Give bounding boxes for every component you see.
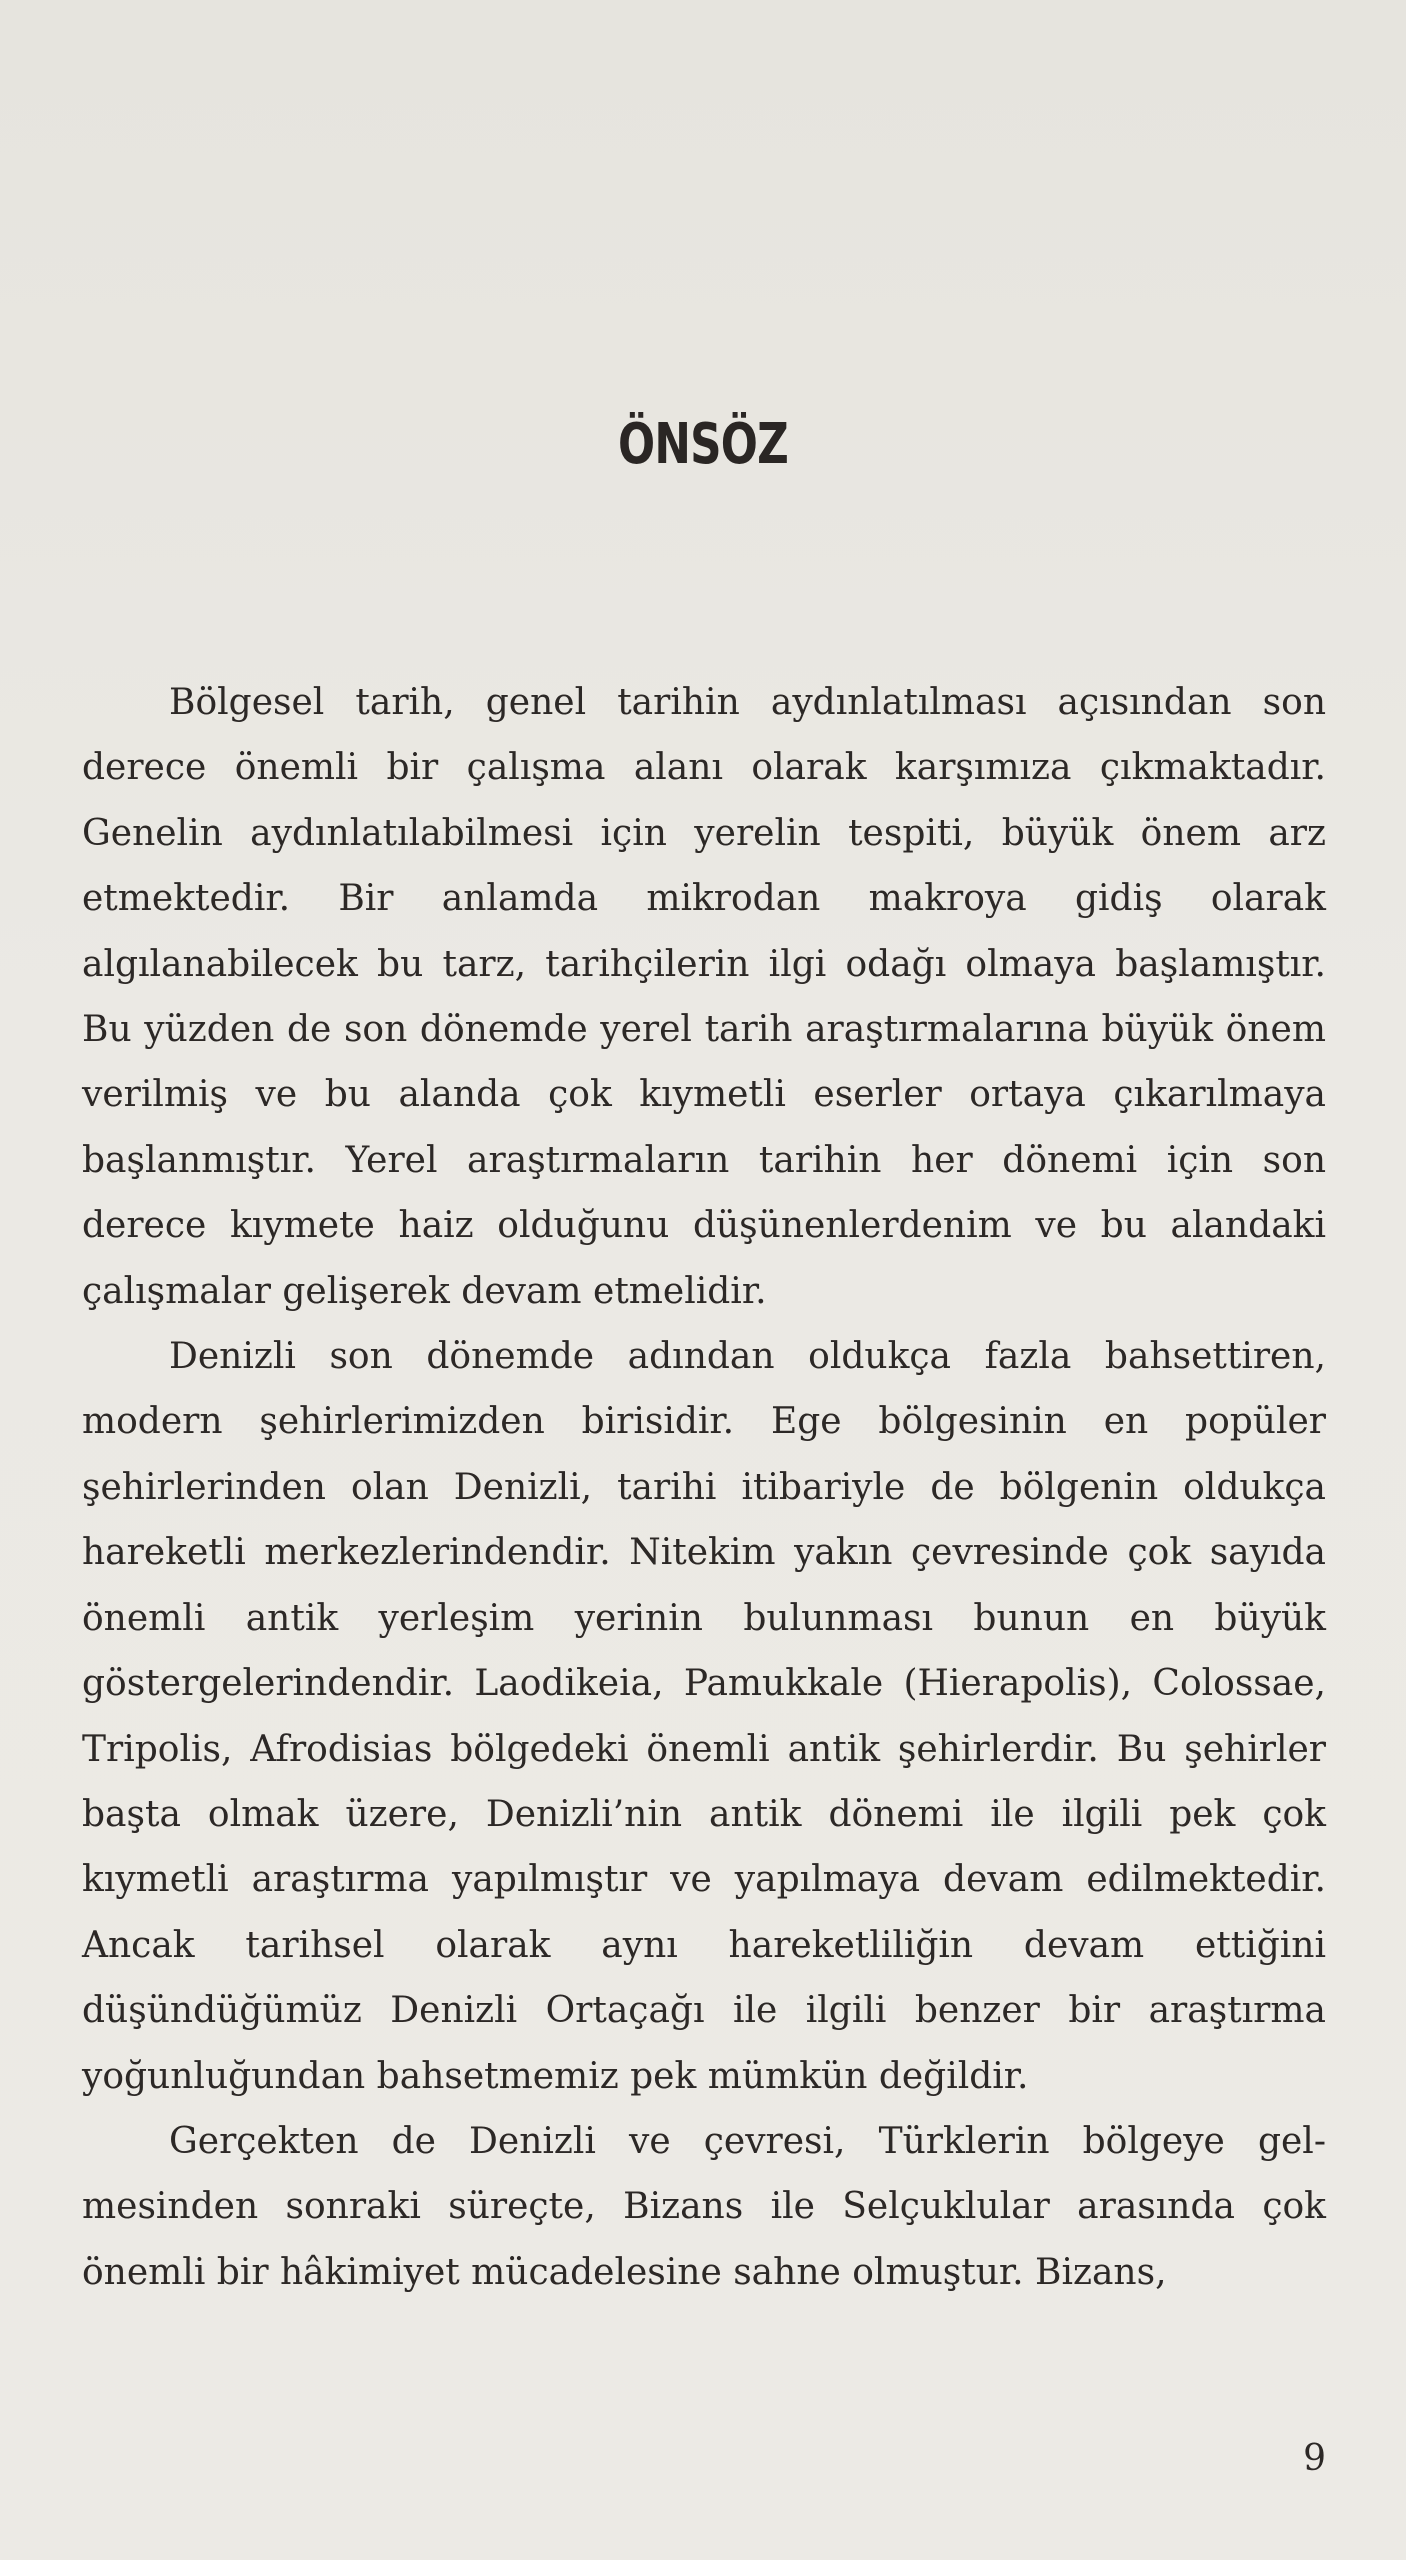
body-text <box>82 670 1326 2305</box>
page-title: ÖNSÖZ <box>617 412 789 477</box>
page-number: 9 <box>1303 2438 1326 2479</box>
paragraph: Gerçekten de Denizli ve çevresi, Türklerin bölgeye gelmesinden sonraki süreçte, Bizans ile Selçuklular arasında çok önemli bir hâkimiyet mücadelesine sahne olmuştur. Bizans, <box>82 2120 1326 2293</box>
paragraph: Bölgesel tarih, genel tarihin aydınlatılması açısından son derece önemli bir çalışma alanı olarak karşımıza çıkmaktadır. Genelin aydınlatılabilmesi için yerelin tespiti, büyük önem arz etmektedir. Bir anlamda mikrodan makroya gidiş olarak algılanabilecek bu tarz, tarihçilerin ilgi odağı olmaya başlamıştır. Bu yüzden de son dönemde yerel tarih araştırmalarına büyük önem verilmiş ve bu alanda çok kıymetli eserler ortaya çıkarılmaya başlanmıştır. Yerel araştırmaların tarihin her dönemi için son derece kıymete haiz olduğunu düşünenlerdenim ve bu alandaki çalışmalar gelişerek devam etmelidir. <box>82 682 1326 1312</box>
paragraph: Denizli son dönemde adından oldukça fazla bahsettiren, modern şehirlerimizden birisidir. Ege bölgesinin en popüler şehirlerinden olan Denizli, tarihi itibariyle de bölgenin oldukça hareketli merkezlerindendir. Nitekim yakın çevresinde çok sayıda önemli antik yerleşim yerinin bulunması bunun en büyük göstergelerindendir. Laodikeia, Pamukkale (Hierapolis), Colossae, Tripolis, Afrodisias bölgedeki önemli antik şehirlerdir. Bu şehirler başta olmak üzere, Denizli’nin antik dönemi ile ilgili pek çok kıymetli araştırma yapılmıştır ve yapılmaya devam edilmektedir. Ancak tarihsel olarak aynı hareketliliğin devam ettiğini düşündüğümüz Denizli Ortaçağı ile ilgili benzer bir araştırma yoğunluğundan bahsetmemiz pek mümkün değildir. <box>82 1336 1326 2097</box>
